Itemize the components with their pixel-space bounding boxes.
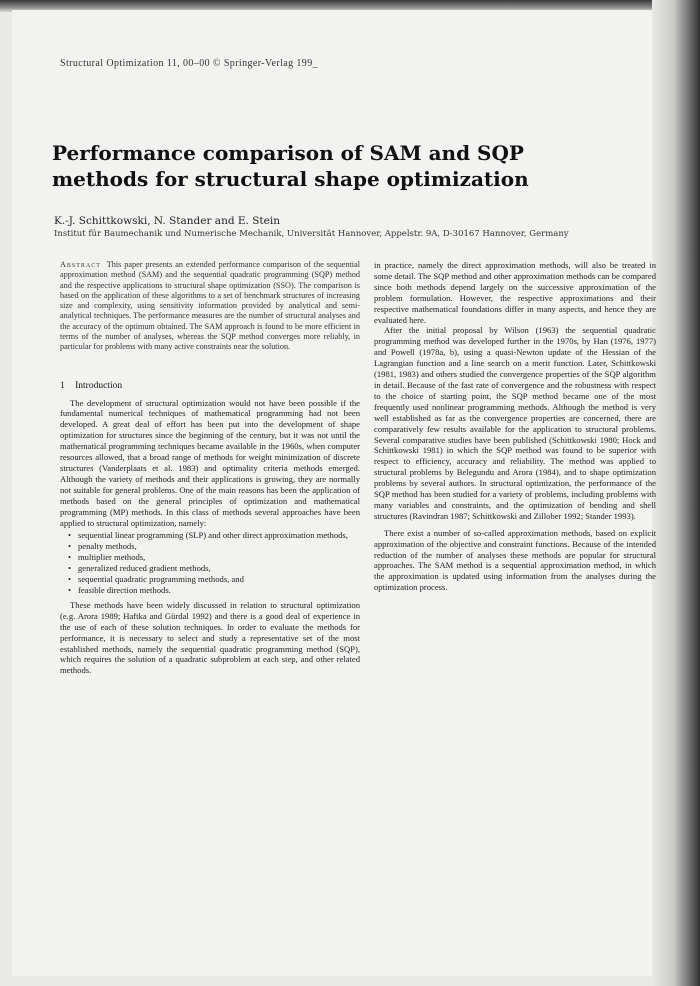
section-title: Introduction xyxy=(75,380,123,391)
body-paragraph: After the initial proposal by Wilson (1963) the sequential quadratic programming method was developed further in the 1970s, by Han (1976, 1977) and Powell (1978a, b), using a quasi-Newton update of the Hessian of the Lagrangian function and a line search on a merit function. Later, Schittkowski (1981, 1983) and others studied the convergence properties of the SQP algorithm in detail. Because of the fast rate of convergence and the robustness with respect to the choice of starting point, the SQP method became one of the most frequently used nonlinear programming methods. Although the method is very well established as far as the convergence properties are concerned, there are comparatively few results available for the application to structural problems. Several comparative studies have been published (Schittkowski 1980; Hock and Schittkowski 1981) in which the SQP method was found to be superior with respect to efficiency, accuracy and reliability. The method was applied to structural problems by Belegundu and Arora (1984), and to shape optimization problems by several authors. In structural optimization, the performance of the SQP method has been studied for a variety of problems, including problems with many variables and constraints, and the optimization of bending and shell structures (Ravindran 1987; Schittkowski and Zillober 1992; Stander 1993). xyxy=(374,325,656,521)
body-paragraph: in practice, namely the direct approximation methods, will also be treated in some detail. The SQP method and other approximation methods can be compared since both methods depend largely on the successive approximation of the problem formulation. However, the respective approximations and their respective mathematical foundations differ in many aspects, and hence they are evaluated here. xyxy=(374,260,656,325)
list-item: • sequential quadratic programming methods, and xyxy=(72,574,360,585)
body-paragraph: The development of structural optimization would not have been possible if the fundamental numerical techniques of mathematical programming had not been developed. A great deal of effort has been put into the development of shape optimization for structures since the beginning of the century, but it was not until the mathematical programming techniques became available in the 1960s, when computer resources allowed, that a broad range of methods for weight minimization of discrete structures (Vanderplaats et al. 1983) and optimality criteria methods emerged. Although the variety of methods and their applications is growing, they are normally not suitable for general problems. One of the main reasons has been the application of methods based on the general principles of optimization and mathematical programming (MP) methods. In this class of methods several approaches have been applied to structural optimization, namely: xyxy=(60,397,360,528)
section-heading xyxy=(60,381,360,392)
methods-list xyxy=(60,530,360,595)
list-item: • multiplier methods, xyxy=(72,552,360,563)
right-column xyxy=(374,260,656,593)
list-item: • penalty methods, xyxy=(72,541,360,552)
list-item: • feasible direction methods. xyxy=(72,585,360,596)
list-item: • sequential linear programming (SLP) and other direct approximation methods, xyxy=(72,530,360,541)
document-page xyxy=(12,10,656,976)
body-paragraph: These methods have been widely discussed in relation to structural optimization (e.g. Arora 1989; Haftka and Gürdal 1992) and there is a good deal of experience in the use of each of these solution techniques. In order to evaluate the methods for performance, it is necessary to select and study a representative set of the most established methods, namely the sequential quadratic programming method (SQP), which requires the solution of a quadratic subproblem at each step, and other related methods. xyxy=(60,599,360,676)
author-affiliation: Institut für Baumechanik und Numerische Mechanik, Universität Hannover, Appelstr. 9A, D-30167 Hannover, Germany xyxy=(54,229,569,239)
section-number: 1 xyxy=(60,380,65,391)
left-column xyxy=(60,260,360,676)
scan-shadow-right xyxy=(652,0,700,986)
list-item: • generalized reduced gradient methods, xyxy=(72,563,360,574)
abstract-label: Abstract xyxy=(60,260,101,269)
abstract xyxy=(60,260,360,353)
paper-title: Performance comparison of SAM and SQP methods for structural shape optimization xyxy=(52,141,529,191)
body-paragraph: There exist a number of so-called approximation methods, based on explicit approximation of the objective and constraint functions. Because of the intended reduction of the number of analyses these methods are popular for structural approaches. The SAM method is a sequential approximation method, in which the approximation is updated using information from the analyses during the optimization process. xyxy=(374,527,656,593)
abstract-text: This paper presents an extended performance comparison of the sequential approximation method (SAM) and the sequential quadratic programming (SQP) method and the respective applications to structural shape optimization (SSO). The comparison is based on the application of these algorithms to a set of benchmark structures of increasing size and complexity, using sensitivity information provided by analytical and semi-analytical techniques. The performance measures are the number of structural analyses and the accuracy of the optimum obtained. The SAM approach is found to be more efficient in terms of the number of analyses, whereas the SQP method converges more reliably, in particular for problems with many active constraints near the solution. xyxy=(60,260,360,352)
author-list: K.-J. Schittkowski, N. Stander and E. Stein xyxy=(54,215,280,227)
running-head: Structural Optimization 11, 00–00 © Springer-Verlag 199_ xyxy=(60,58,318,69)
